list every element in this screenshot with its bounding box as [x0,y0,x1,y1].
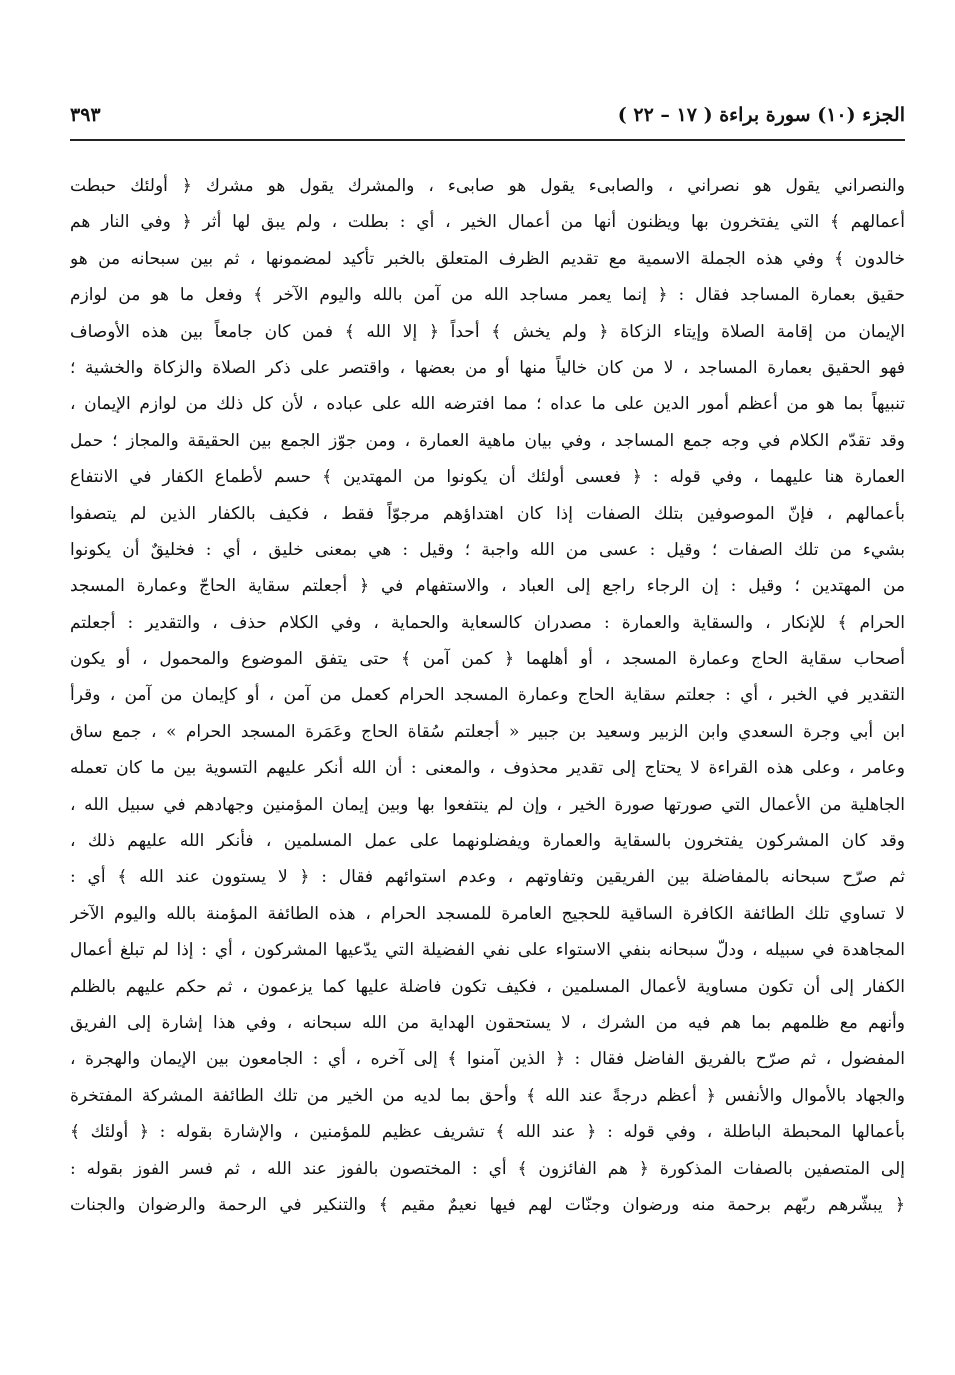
page-number: ٣٩٣ [70,104,101,126]
text-line: العمارة هنا عليهما ، وفي قوله : ﴿ فعسى أولئك أن يكونوا من المهتدين ﴾ حسم لأطماع الكفار في الانتفاع [70,467,905,488]
text-line: ابن أبي وجرة السعدي وابن الزبير وسعيد بن جبير « أجعلتم سُقاة الحاج وعَمَرة المسجد الحرام » ، جمع ساق [70,721,905,742]
text-line: ﴿ يبشّرهم ربّهم برحمة منه ورضوان وجنّات لهم فيها نعيمٌ مقيم ﴾ والتنكير في الرحمة والرضوان والجنات [70,1194,905,1215]
text-line: حقيق بعمارة المساجد فقال : ﴿ إنما يعمر مساجد الله من آمن بالله واليوم الآخر ﴾ وفعل ما هو من لوازم [70,285,905,306]
text-line: خالدون ﴾ وفي هذه الجملة الاسمية مع تقديم الظرف المتعلق بالخبر تأكيد لمضمونها ، ثم بين سبحانه من هو [70,248,905,269]
header-rule [70,139,905,141]
text-line: المجاهدة في سبيله ، ودلّ سبحانه بنفي الاستواء على نفي الفضيلة التي يدّعيها المشركون ، أي : إذا لم تبلغ أعمال [70,940,905,961]
text-line: الحرام ﴾ للإنكار ، والسقاية والعمارة : مصدران كالسعاية والحماية ، وفي الكلام حذف ، والتقدير : أجعلتم [70,612,905,633]
text-line: الكفار إلى أن تكون مساوية لأعمال المسلمين ، فكيف تكون فاضلة عليها كما يزعمون ، ثم حكم عليهم بالظلم [70,976,905,997]
text-line: وقد تقدّم الكلام في وجه جمع المساجد ، وفي بيان ماهية العمارة ، ومن جوّز الجمع بين الحقيقة والمجاز ؛ حمل [70,430,905,451]
text-line: ثم صرّح سبحانه بالمفاضلة بين الفريقين وتفاوتهم ، وعدم استوائهم فقال : ﴿ لا يستوون عند الله ﴾ أي : [70,867,905,888]
page-header [70,104,905,136]
running-title: الجزء (١٠) سورة براءة ( ١٧ – ٢٢ ) [617,104,905,126]
text-line: المفضول ، ثم صرّح بالفريق الفاضل فقال : ﴿ الذين آمنوا ﴾ إلى آخره ، أي : الجامعون بين الإيمان والهجرة ، [70,1049,905,1070]
text-line: بأعمالها المحبطة الباطلة ، وفي قوله : ﴿ عند الله ﴾ تشريف عظيم للمؤمنين ، والإشارة بقوله : ﴿ أولئك ﴾ [70,1122,905,1143]
text-line: لا تساوي تلك الطائفة الكافرة الساقية للحجيج العامرة للمسجد الحرام ، هذه الطائفة المؤمنة بالله واليوم الآخر [70,903,905,924]
text-line: أصحاب سقاية الحاج وعمارة المسجد ، أو أهلهما ﴿ كمن آمن ﴾ حتى يتفق الموضوع والمحمول ، أو يكون [70,649,905,670]
text-line: وقد كان المشركون يفتخرون بالسقاية والعمارة ويفضلونهما على عمل المسلمين ، فأنكر الله عليهم ذلك ، [70,831,905,852]
text-line: والنصراني يقول هو نصراني ، والصابىء يقول هو صابىء ، والمشرك يقول هو مشرك ﴿ أولئك حبطت [70,176,905,196]
text-line: بشيء من تلك الصفات ؛ وقيل : عسى من الله واجبة ؛ وقيل : هي بمعنى خليق ، أي : فخليقٌ أن يكونوا [70,539,905,560]
text-line: تنبيهاً بما هو من أعظم أمور الدين على ما عداه ؛ مما افترضه الله على عباده ، لأن كل ذلك من لوازم الإيمان ، [70,394,905,415]
text-line: إلى المتصفين بالصفات المذكورة ﴿ هم الفائزون ﴾ أي : المختصون بالفوز عند الله ، ثم فسر الفوز بقوله : [70,1158,905,1179]
body-text [70,168,905,1223]
text-line: التقدير في الخبر ، أي : جعلتم سقاية الحاج وعمارة المسجد الحرام كعمل من آمن ، أو كإيمان من آمن ، وقرأ [70,685,905,706]
text-line: فهو الحقيق بعمارة المساجد ، لا من كان خالياً منها أو من بعضها ، واقتصر على ذكر الصلاة والزكاة والخشية ؛ [70,357,905,378]
text-line: وعامر ، وعلى هذه القراءة لا يحتاج إلى تقدير محذوف ، والمعنى : أن الله أنكر عليهم التسوية بين ما كان تعمله [70,758,905,779]
text-line: بأعمالهم ، فإنّ الموصوفين بتلك الصفات إذا كان اهتداؤهم مرجوّاً فقط ، فكيف بالكفار الذين لم يتصفوا [70,503,905,524]
text-line: الجاهلية من الأعمال التي صورتها صورة الخير ، وإن لم ينتفعوا بها وبين إيمان المؤمنين وجهادهم في سبيل الله ، [70,794,905,815]
text-line: أعمالهم ﴾ التي يفتخرون بها ويظنون أنها من أعمال الخير ، أي : بطلت ، ولم يبق لها أثر ﴿ وفي النار هم [70,212,905,233]
text-line: وأنهم مع ظلمهم بما هم فيه من الشرك ، لا يستحقون الهداية من الله سبحانه ، وفي هذا إشارة إلى الفريق [70,1012,905,1033]
text-line: الإيمان من إقامة الصلاة وإيتاء الزكاة ﴿ ولم يخش ﴾ أحداً ﴿ إلا الله ﴾ فمن كان جامعاً بين هذه الأوصاف [70,321,905,342]
text-line: من المهتدين ؛ وقيل : إن الرجاء راجع إلى العباد ، والاستفهام في ﴿ أجعلتم سقاية الحاجّ وعمارة المسجد [70,576,905,597]
text-line: والجهاد بالأموال والأنفس ﴿ أعظم درجةً عند الله ﴾ وأحق بما لديه من الخير من تلك الطائفة المشركة المفتخرة [70,1085,905,1106]
